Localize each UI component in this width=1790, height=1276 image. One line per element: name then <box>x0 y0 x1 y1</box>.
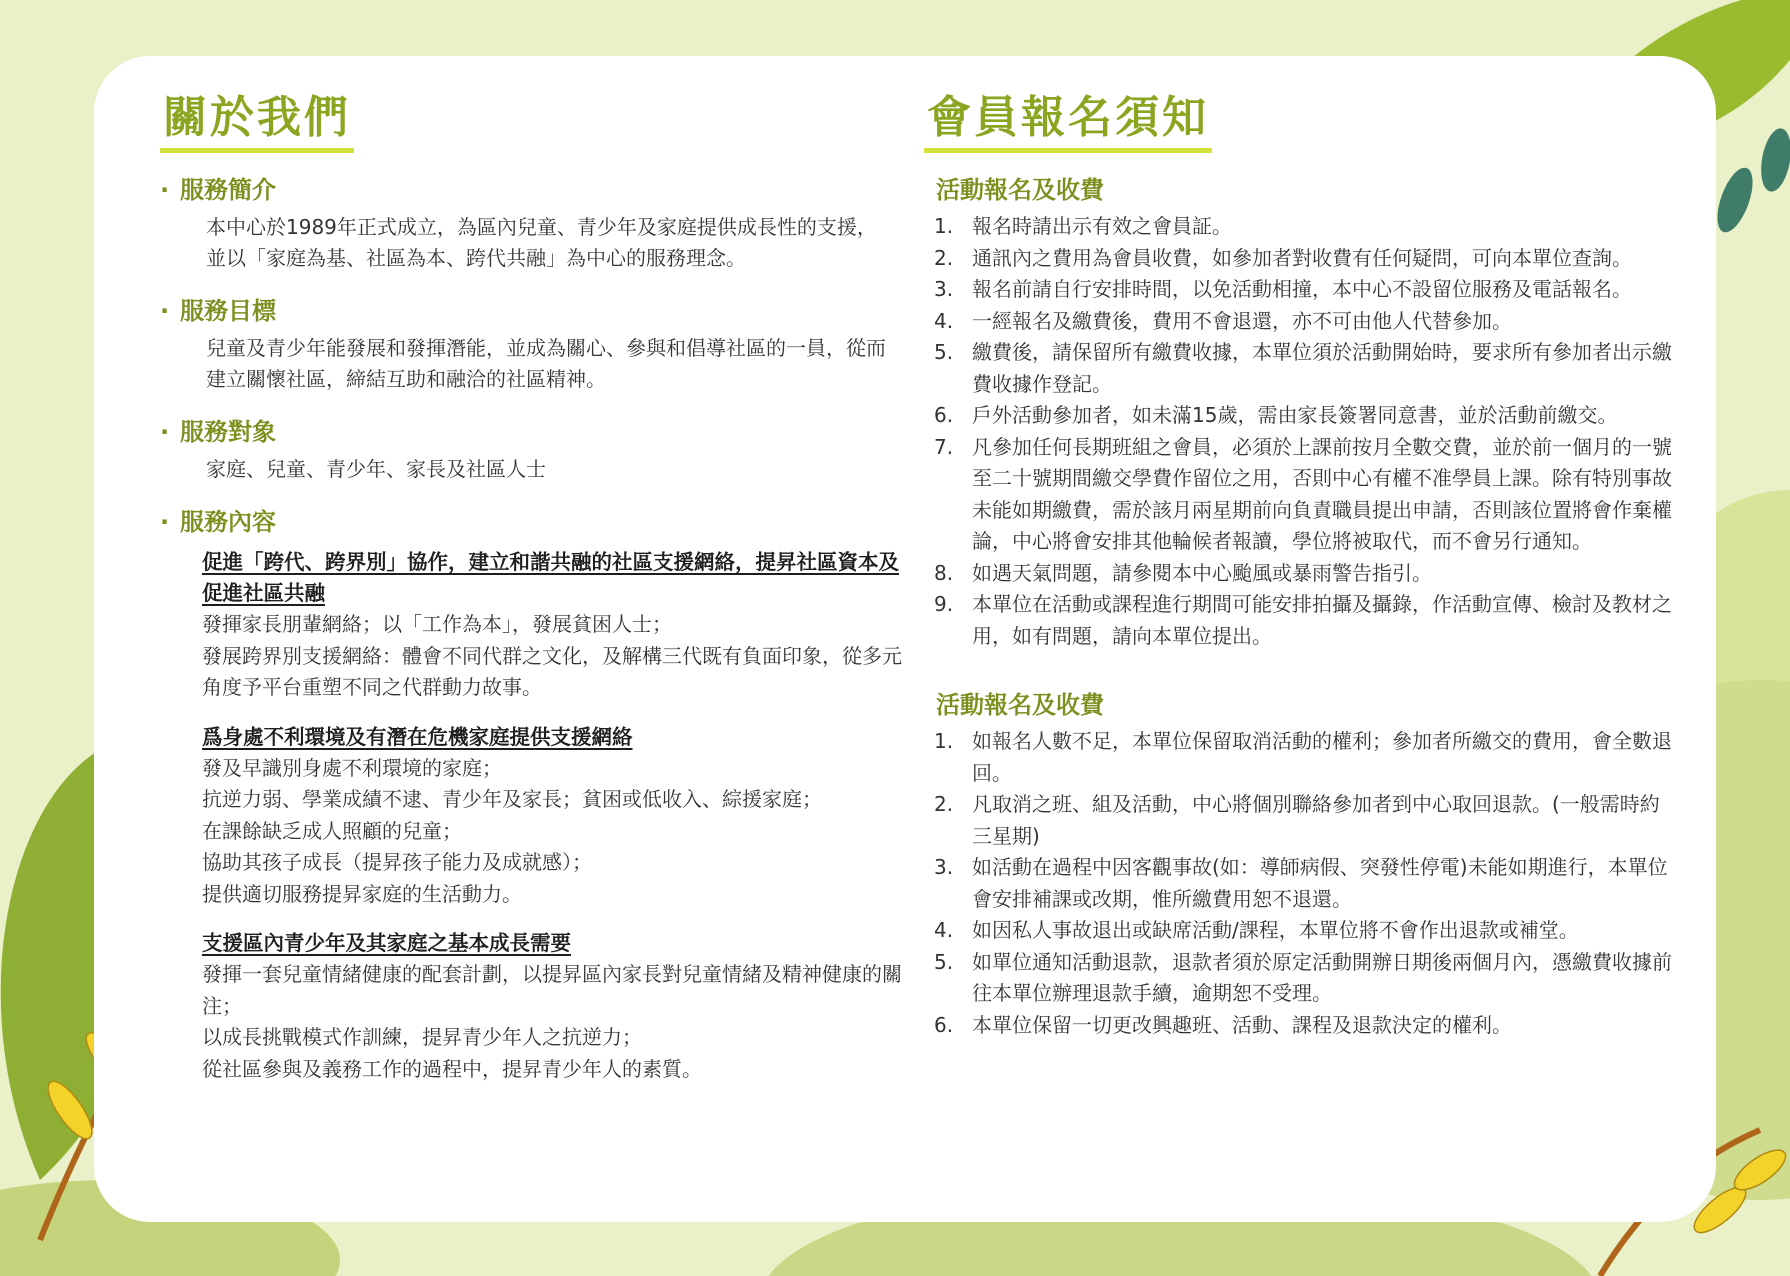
content-block-title: 爲身處不利環境及有潛在危機家庭提供支援網絡 <box>202 724 633 749</box>
list-item: 2. 凡取消之班、組及活動，中心將個別聯絡參加者到中心取回退款。(一般需時約三星期) <box>934 792 1660 848</box>
list-item: 8. 如遇天氣問題，請參閱本中心颱風或暴雨警告指引。 <box>934 560 1432 585</box>
list-item: 2. 通訊內之費用為會員收費，如參加者對收費有任何疑問，可向本單位查詢。 <box>934 245 1632 270</box>
registration-heading: 活動報名及收費 <box>936 176 1104 204</box>
registration-list <box>924 211 1672 652</box>
content-block <box>202 722 902 911</box>
content-line: 發揮家長朋輩網絡；以「工作為本」，發展貧困人士； <box>202 612 672 636</box>
content-line: 從社區參與及義務工作的過程中，提昇青少年人的素質。 <box>202 1056 702 1081</box>
membership-column <box>924 92 1672 1041</box>
content-line: 發揮一套兒童情緒健康的配套計劃，以提昇區內家長對兒童情緒及精神健康的關注； <box>202 962 902 1018</box>
list-item: 1. 如報名人數不足，本單位保留取消活動的權利；參加者所繳交的費用，會全數退回。 <box>934 729 1672 785</box>
content-line: 發及早識別身處不利環境的家庭； <box>202 755 502 780</box>
list-item: 4. 如因私人事故退出或缺席活動/課程，本單位將不會作出退款或補堂。 <box>934 918 1579 942</box>
list-item: 6. 戶外活動參加者，如未滿15歲，需由家長簽署同意書，並於活動前繳交。 <box>934 403 1618 427</box>
content-line: 發展跨界別支援網絡：體會不同代群之文化，及解構三代既有負面印象，從多元角度予平台重塑不同之代群動力故事。 <box>202 643 902 699</box>
content-line: 在課餘缺乏成人照顧的兒童； <box>202 818 462 843</box>
content-line: 抗逆力弱、學業成績不逮、青少年及家長；貧困或低收入、綜援家庭； <box>202 787 822 811</box>
list-item: 1. 報名時請出示有效之會員証。 <box>934 214 1232 238</box>
refund-section <box>924 688 1672 1041</box>
list-item: 3. 如活動在過程中因客觀事故(如：導師病假、突發性停電)未能如期進行，本單位會安排補課或改期，惟所繳費用恕不退還。 <box>934 855 1668 911</box>
section-content <box>160 505 902 1085</box>
about-column <box>160 92 902 1085</box>
section-text: 兒童及青少年能發展和發揮潛能，並成為關心、參與和倡導社區的一員，從而建立關懷社區，締結互助和融洽的社區精神。 <box>206 336 886 391</box>
refund-list <box>924 726 1672 1041</box>
section-heading: · 服務簡介 <box>160 176 276 204</box>
content-block <box>202 547 902 704</box>
refund-heading: 活動報名及收費 <box>936 691 1104 719</box>
section-heading: · 服務對象 <box>160 418 276 446</box>
section-goal <box>160 294 890 395</box>
content-block-title: 促進「跨代、跨界別」協作，建立和諧共融的社區支援網絡，提昇社區資本及促進社區共融 <box>202 550 899 605</box>
membership-title: 會員報名須知 <box>924 92 1212 153</box>
list-item: 5. 如單位通知活動退款，退款者須於原定活動開辦日期後兩個月內，憑繳費收據前往本單位辦理退款手續，逾期恕不受理。 <box>934 949 1672 1005</box>
section-heading: · 服務內容 <box>160 508 276 536</box>
section-intro <box>160 173 890 274</box>
list-item: 9. 本單位在活動或課程進行期間可能安排拍攝及攝錄，作活動宣傳、檢討及教材之用，如有問題，請向本單位提出。 <box>934 592 1672 648</box>
list-item: 7. 凡參加任何長期班組之會員，必須於上課前按月全數交費，並於前一個月的一號至二十號期間繳交學費作留位之用，否則中心有權不准學員上課。除有特別事故未能如期繳費，需於該月兩星期前向負責職員提出申請，否則該位置將會作棄權論，中心將會安排其他輪候者報讀，學位將被取代，而不會另行通知。 <box>934 434 1672 553</box>
registration-section <box>924 173 1672 652</box>
list-item: 3. 報名前請自行安排時間，以免活動相撞，本中心不設留位服務及電話報名。 <box>934 277 1632 301</box>
section-heading: · 服務目標 <box>160 297 276 325</box>
content-block-title: 支援區內青少年及其家庭之基本成長需要 <box>202 931 571 955</box>
content-line: 提供適切服務提昇家庭的生活動力。 <box>202 881 522 906</box>
content-line: 以成長挑戰模式作訓練，提昇青少年人之抗逆力； <box>202 1025 642 1049</box>
list-item: 4. 一經報名及繳費後，費用不會退還，亦不可由他人代替參加。 <box>934 308 1512 333</box>
section-text: 本中心於1989年正式成立，為區內兒童、青少年及家庭提供成長性的支援，並以「家庭為基、社區為本、跨代共融」為中心的服務理念。 <box>206 215 877 270</box>
section-text: 家庭、兒童、青少年、家長及社區人士 <box>206 457 546 481</box>
content-block <box>202 928 902 1085</box>
list-item: 6. 本單位保留一切更改興趣班、活動、課程及退款決定的權利。 <box>934 1012 1512 1037</box>
section-target <box>160 415 890 485</box>
about-title: 關於我們 <box>160 92 354 153</box>
list-item: 5. 繳費後，請保留所有繳費收據，本單位須於活動開始時，要求所有參加者出示繳費收據作登記。 <box>934 340 1672 396</box>
content-line: 協助其孩子成長（提昇孩子能力及成就感）； <box>202 850 592 874</box>
